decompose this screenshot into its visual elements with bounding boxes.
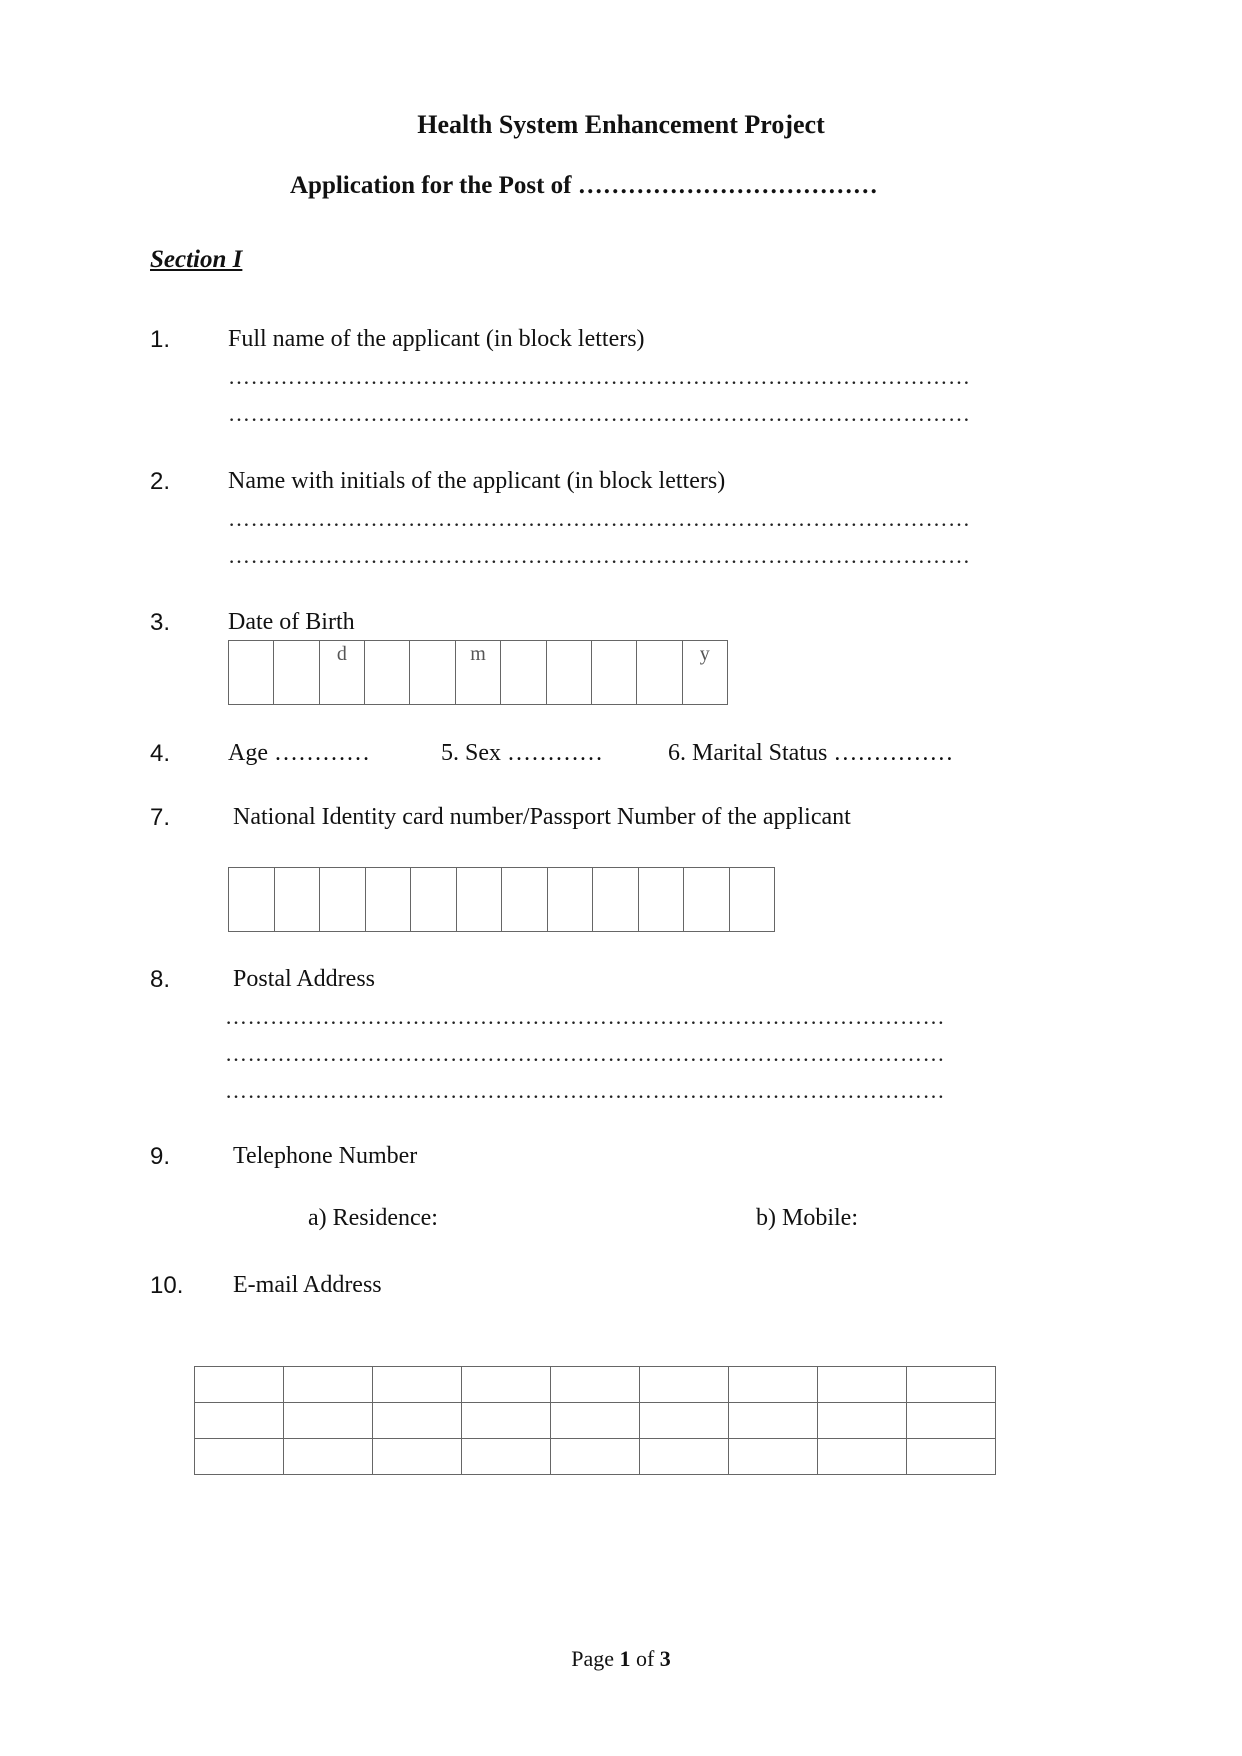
q1-fill-line-2[interactable]: ………………………………………………………………………………………	[228, 401, 971, 426]
nic-box[interactable]	[684, 868, 730, 931]
email-grid-row	[195, 1403, 996, 1439]
nic-box[interactable]	[229, 868, 275, 931]
email-grid-cell[interactable]	[551, 1403, 640, 1439]
dob-box[interactable]	[547, 641, 592, 704]
email-grid-cell[interactable]	[729, 1367, 818, 1403]
residence-phone-label: a) Residence:	[308, 1205, 438, 1231]
dob-box[interactable]	[592, 641, 637, 704]
q10-number: 10.	[150, 1272, 184, 1299]
email-grid-cell[interactable]	[284, 1439, 373, 1475]
dob-box[interactable]	[320, 641, 365, 704]
footer-prefix: Page	[571, 1646, 620, 1671]
email-grid-cell[interactable]	[195, 1439, 284, 1475]
q9-number: 9.	[150, 1143, 171, 1170]
footer-middle: of	[630, 1646, 660, 1671]
dob-box-hint: y	[699, 643, 710, 665]
email-grid-cell[interactable]	[373, 1367, 462, 1403]
email-grid-cell[interactable]	[462, 1439, 551, 1475]
q8-number: 8.	[150, 966, 171, 993]
date-of-birth-boxes	[228, 640, 728, 705]
postal-address-line-2[interactable]: ……………………………………………………………………………………	[225, 1041, 945, 1066]
email-grid-cell[interactable]	[462, 1367, 551, 1403]
email-grid-cell[interactable]	[551, 1367, 640, 1403]
section-heading: Section I	[150, 246, 243, 273]
footer-page-total: 3	[659, 1646, 671, 1671]
email-grid-cell[interactable]	[818, 1367, 907, 1403]
dob-box[interactable]	[456, 641, 501, 704]
email-grid-cell[interactable]	[373, 1439, 462, 1475]
email-grid-cell[interactable]	[729, 1403, 818, 1439]
q2-number: 2.	[150, 468, 171, 495]
email-grid-cell[interactable]	[551, 1439, 640, 1475]
nic-box[interactable]	[593, 868, 639, 931]
email-address-grid	[194, 1366, 996, 1475]
age-field[interactable]: Age …………	[228, 740, 370, 766]
dob-box[interactable]	[365, 641, 410, 704]
email-grid-cell[interactable]	[640, 1403, 729, 1439]
email-grid-row	[195, 1439, 996, 1475]
dob-box[interactable]	[637, 641, 682, 704]
mobile-phone-label: b) Mobile:	[756, 1205, 858, 1231]
marital-status-field[interactable]: 6. Marital Status ……………	[668, 740, 954, 766]
dob-box[interactable]	[410, 641, 455, 704]
q7-number: 7.	[150, 804, 171, 831]
q7-label: National Identity card number/Passport Number of the applicant	[233, 804, 851, 830]
nic-box[interactable]	[366, 868, 412, 931]
email-grid-cell[interactable]	[907, 1367, 996, 1403]
nic-box[interactable]	[502, 868, 548, 931]
email-grid-row	[195, 1367, 996, 1403]
q2-fill-line-2[interactable]: ………………………………………………………………………………………	[228, 543, 971, 568]
sex-field[interactable]: 5. Sex …………	[441, 740, 603, 766]
email-grid-cell[interactable]	[729, 1439, 818, 1475]
email-grid-cell[interactable]	[818, 1403, 907, 1439]
q1-fill-line-1[interactable]: ………………………………………………………………………………………	[228, 364, 971, 389]
nic-passport-boxes	[228, 867, 775, 932]
q1-number: 1.	[150, 326, 171, 353]
q10-label: E-mail Address	[233, 1272, 382, 1298]
dob-box[interactable]	[274, 641, 319, 704]
q8-label: Postal Address	[233, 966, 376, 992]
dob-box[interactable]	[229, 641, 274, 704]
nic-box[interactable]	[457, 868, 503, 931]
postal-address-line-3[interactable]: ……………………………………………………………………………………	[225, 1078, 945, 1103]
q4-number: 4.	[150, 740, 171, 767]
dob-box[interactable]	[683, 641, 727, 704]
email-grid-cell[interactable]	[907, 1403, 996, 1439]
document-title: Health System Enhancement Project	[417, 110, 825, 139]
nic-box[interactable]	[411, 868, 457, 931]
email-grid-cell[interactable]	[373, 1403, 462, 1439]
nic-box[interactable]	[639, 868, 685, 931]
email-grid-cell[interactable]	[640, 1439, 729, 1475]
email-grid-cell[interactable]	[818, 1439, 907, 1475]
nic-box[interactable]	[548, 868, 594, 931]
post-applied-line: Application for the Post of ………………………………	[290, 172, 878, 199]
postal-address-line-1[interactable]: ……………………………………………………………………………………	[225, 1004, 945, 1029]
email-grid-cell[interactable]	[284, 1403, 373, 1439]
footer-page-number: 1	[619, 1646, 631, 1671]
email-grid-cell[interactable]	[907, 1439, 996, 1475]
nic-box[interactable]	[275, 868, 321, 931]
page-footer	[0, 1646, 1242, 1672]
dob-box-hint: m	[470, 643, 486, 665]
q3-number: 3.	[150, 609, 171, 636]
dob-box[interactable]	[501, 641, 546, 704]
q9-label: Telephone Number	[233, 1143, 418, 1169]
nic-box[interactable]	[730, 868, 775, 931]
q2-fill-line-1[interactable]: ………………………………………………………………………………………	[228, 506, 971, 531]
email-grid-cell[interactable]	[195, 1403, 284, 1439]
q1-label: Full name of the applicant (in block letters)	[228, 326, 645, 352]
email-grid-cell[interactable]	[640, 1367, 729, 1403]
dob-box-hint: d	[336, 643, 347, 665]
nic-box[interactable]	[320, 868, 366, 931]
q2-label: Name with initials of the applicant (in block letters)	[228, 468, 726, 494]
email-grid-cell[interactable]	[462, 1403, 551, 1439]
email-grid-cell[interactable]	[195, 1367, 284, 1403]
q3-label: Date of Birth	[228, 609, 355, 635]
email-grid-cell[interactable]	[284, 1367, 373, 1403]
